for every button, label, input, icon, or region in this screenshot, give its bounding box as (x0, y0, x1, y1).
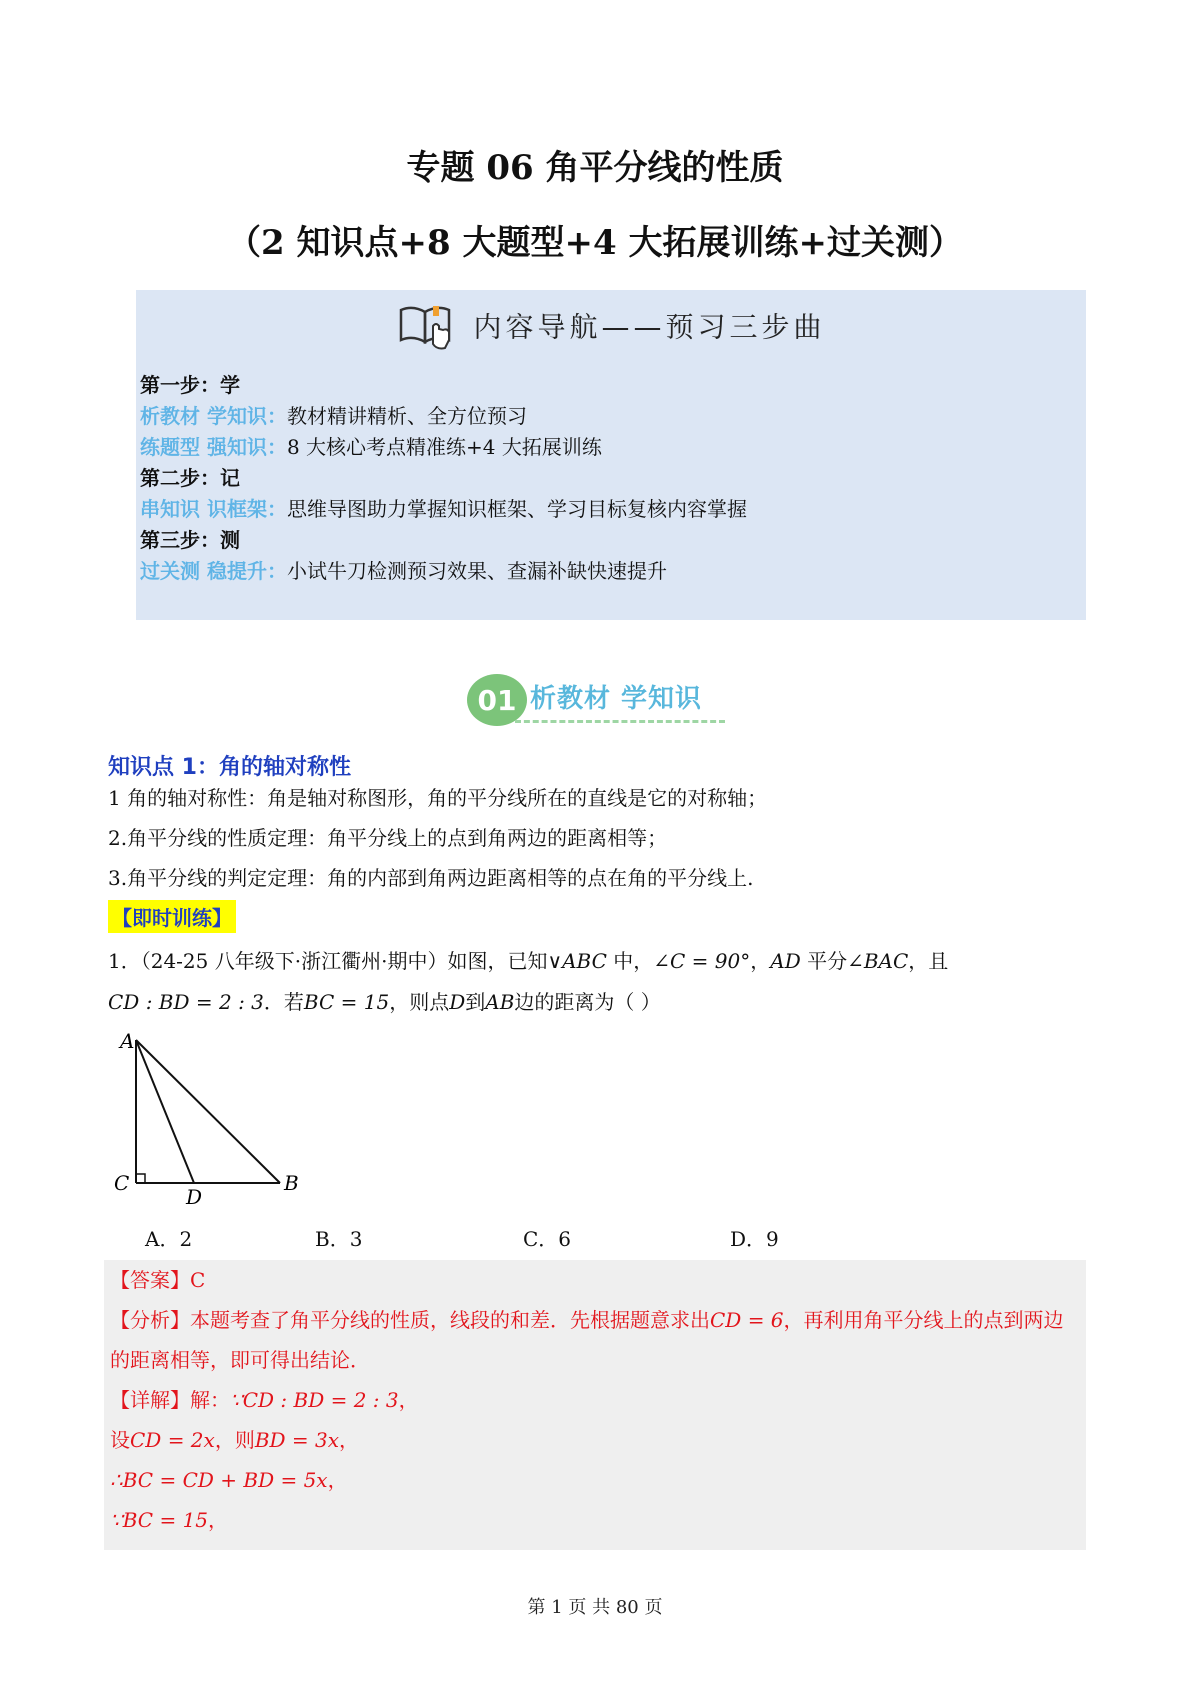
document-title: 专题 06 角平分线的性质 (406, 148, 784, 188)
step-1-label: 第一步：学 (140, 373, 240, 397)
choice-d: D．9 (730, 1227, 779, 1251)
section-underline (515, 720, 725, 723)
knowledge-point-title: 知识点 1：角的轴对称性 (108, 755, 351, 780)
choice-b: B．3 (315, 1227, 363, 1251)
nav-heading-text: 内容导航——预习三步曲 (473, 310, 826, 344)
detail-line-3: ∴BC = CD + BD = 5x， (110, 1468, 348, 1492)
triangle-figure (108, 1028, 308, 1212)
right-angle-mark (136, 1174, 145, 1183)
section-title: 析教材 学知识 (530, 684, 703, 714)
segment-ab (136, 1040, 280, 1183)
page-footer: 第 1 页 共 80 页 (527, 1597, 663, 1618)
detail-line-2: 设CD = 2x，则BD = 3x， (110, 1428, 360, 1452)
step-1-row-2: 练题型 强知识：8 大核心考点精准练+4 大拓展训练 (140, 435, 602, 459)
answer-line: 【答案】C (110, 1268, 206, 1292)
step-1-row-1: 析教材 学知识：教材精讲精析、全方位预习 (140, 404, 527, 428)
nav-steps (140, 370, 747, 587)
section-number-badge (465, 672, 529, 732)
question-line-2: CD : BD = 2 : 3．若BC = 15，则点D到AB边的距离为（ ） (108, 990, 661, 1014)
step-2-label: 第二步：记 (140, 466, 240, 490)
analysis-line-1: 【分析】本题考查了角平分线的性质，线段的和差．先根据题意求出CD = 6，再利用角平分线上的点到两边 (110, 1308, 1064, 1332)
knowledge-paragraph-2: 2.角平分线的性质定理：角平分线上的点到角两边的距离相等； (108, 826, 668, 850)
label-b: B (284, 1171, 299, 1195)
step-3-row: 过关测 稳提升：小试牛刀检测预习效果、查漏补缺快速提升 (140, 559, 667, 583)
detail-line-1: 【详解】解：∵CD : BD = 2 : 3， (110, 1388, 419, 1412)
section-number: 01 (477, 684, 517, 717)
knowledge-paragraph-1: 1 角的轴对称性：角是轴对称图形，角的平分线所在的直线是它的对称轴； (108, 786, 768, 810)
label-d: D (186, 1185, 203, 1208)
detail-line-4: ∵BC = 15， (110, 1508, 229, 1532)
knowledge-paragraph-3: 3.角平分线的判定定理：角的内部到角两边距离相等的点在角的平分线上. (108, 866, 754, 890)
label-c: C (114, 1171, 130, 1195)
label-a: A (120, 1029, 135, 1053)
choice-a: A．2 (145, 1227, 193, 1251)
content-navigation-panel (136, 290, 1086, 620)
segment-ad (136, 1040, 194, 1183)
step-3-label: 第三步：测 (140, 528, 240, 552)
book-hand-icon (397, 300, 455, 357)
analysis-line-2: 的距离相等，即可得出结论． (110, 1348, 370, 1372)
document-subtitle: （2 知识点+8 大题型+4 大拓展训练+过关测） (227, 223, 963, 263)
nav-heading (136, 300, 1086, 357)
question-line-1: 1．（24-25 八年级下·浙江衢州·期中）如图，已知∨ABC 中，∠C = 90°，AD 平分∠BAC，且 (108, 949, 949, 973)
instant-training-label: 【即时训练】 (108, 900, 236, 933)
answer-panel (104, 1260, 1086, 1550)
step-2-row: 串知识 识框架：思维导图助力掌握知识框架、学习目标复核内容掌握 (140, 497, 747, 521)
choice-c: C．6 (523, 1227, 572, 1251)
